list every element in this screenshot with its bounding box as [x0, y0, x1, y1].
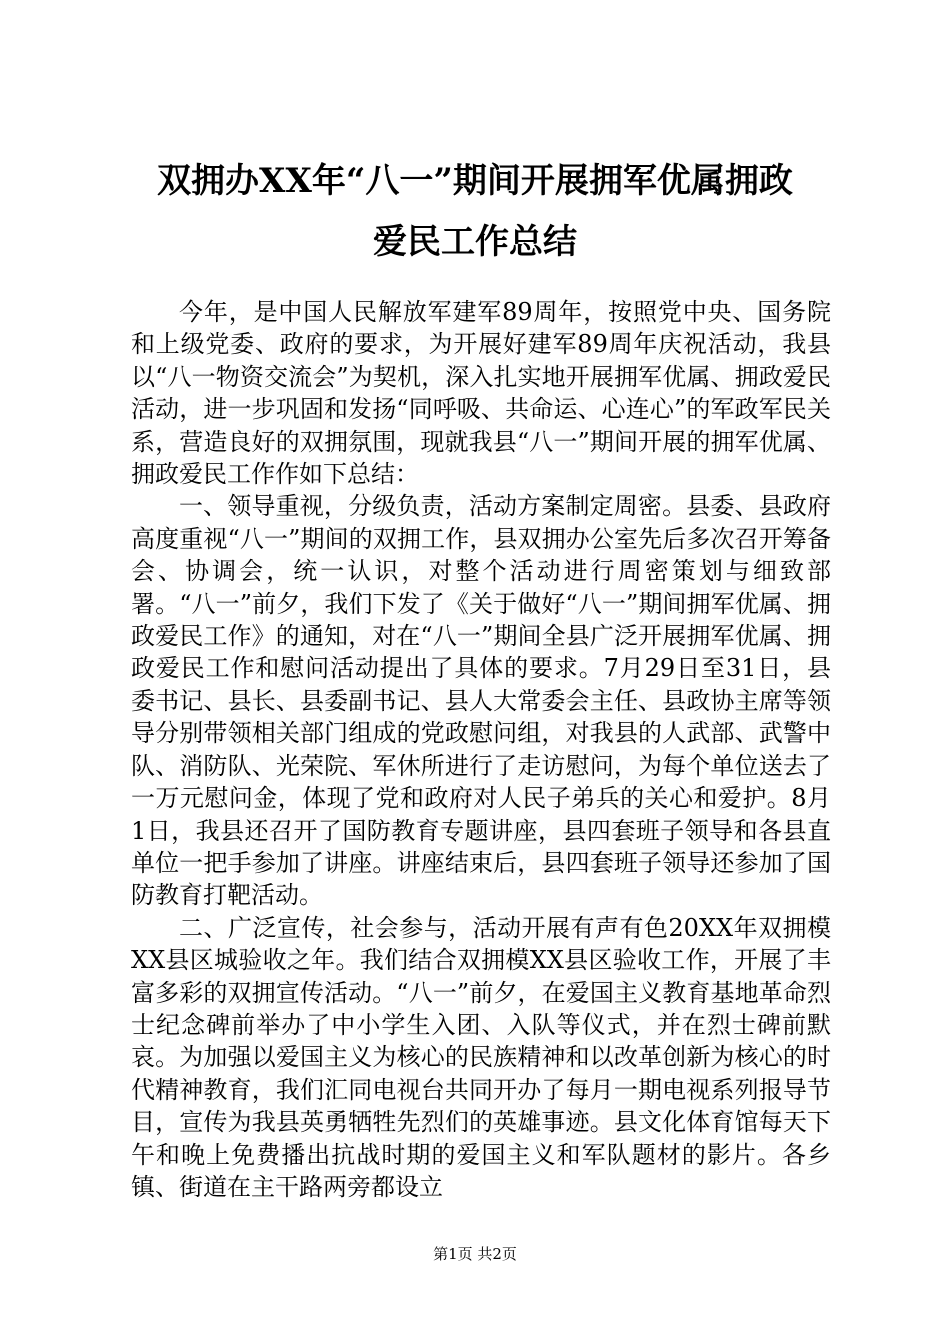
document-body	[131, 296, 831, 1203]
paragraph-intro: 今年，是中国人民解放军建军89周年，按照党中央、国务院和上级党委、政府的要求，为开展好建军89周年庆祝活动，我县以“八一物资交流会”为契机，深入扎实地开展拥军优属、拥政爱民活动，进一步巩固和发扬“同呼吸、共命运、心连心”的军政军民关系，营造良好的双拥氛围，现就我县“八一”期间开展的拥军优属、拥政爱民工作作如下总结：	[131, 298, 831, 489]
document-title-line-1: 双拥办XX年“八一”期间开展拥军优属拥政	[157, 161, 793, 201]
page-footer: 第1页 共2页	[433, 1245, 517, 1263]
document-title-line-2: 爱民工作总结	[373, 222, 577, 262]
paragraph-section-2: 二、广泛宣传，社会参与，活动开展有声有色20XX年双拥模XX县区城验收之年。我们结合双拥模XX县区验收工作，开展了丰富多彩的双拥宣传活动。“八一”前夕，在爱国主义教育基地革命烈士纪念碑前举办了中小学生入团、入队等仪式，并在烈士碑前默哀。为加强以爱国主义为核心的民族精神和以改革创新为核心的时代精神教育，我们汇同电视台共同开办了每月一期电视系列报导节目，宣传为我县英勇牺牲先烈们的英雄事迹。县文化体育馆每天下午和晚上免费播出抗战时期的爱国主义和军队题材的影片。各乡镇、街道在主干路两旁都设立	[131, 913, 831, 1201]
paragraph-section-1: 一、领导重视，分级负责，活动方案制定周密。县委、县政府高度重视“八一”期间的双拥工作，县双拥办公室先后多次召开筹备会、协调会，统一认识，对整个活动进行周密策划与细致部署。“八一”前夕，我们下发了《关于做好“八一”期间拥军优属、拥政爱民工作》的通知，对在“八一”期间全县广泛开展拥军优属、拥政爱民工作和慰问活动提出了具体的要求。7月29日至31日，县委书记、县长、县委副书记、县人大常委会主任、县政协主席等领导分别带领相关部门组成的党政慰问组，对我县的人武部、武警中队、消防队、光荣院、军休所进行了走访慰问，为每个单位送去了一万元慰问金，体现了党和政府对人民子弟兵的关心和爱护。8月1日，我县还召开了国防教育专题讲座，县四套班子领导和各县直单位一把手参加了讲座。讲座结束后，县四套班子领导还参加了国防教育打靶活动。	[131, 492, 831, 910]
